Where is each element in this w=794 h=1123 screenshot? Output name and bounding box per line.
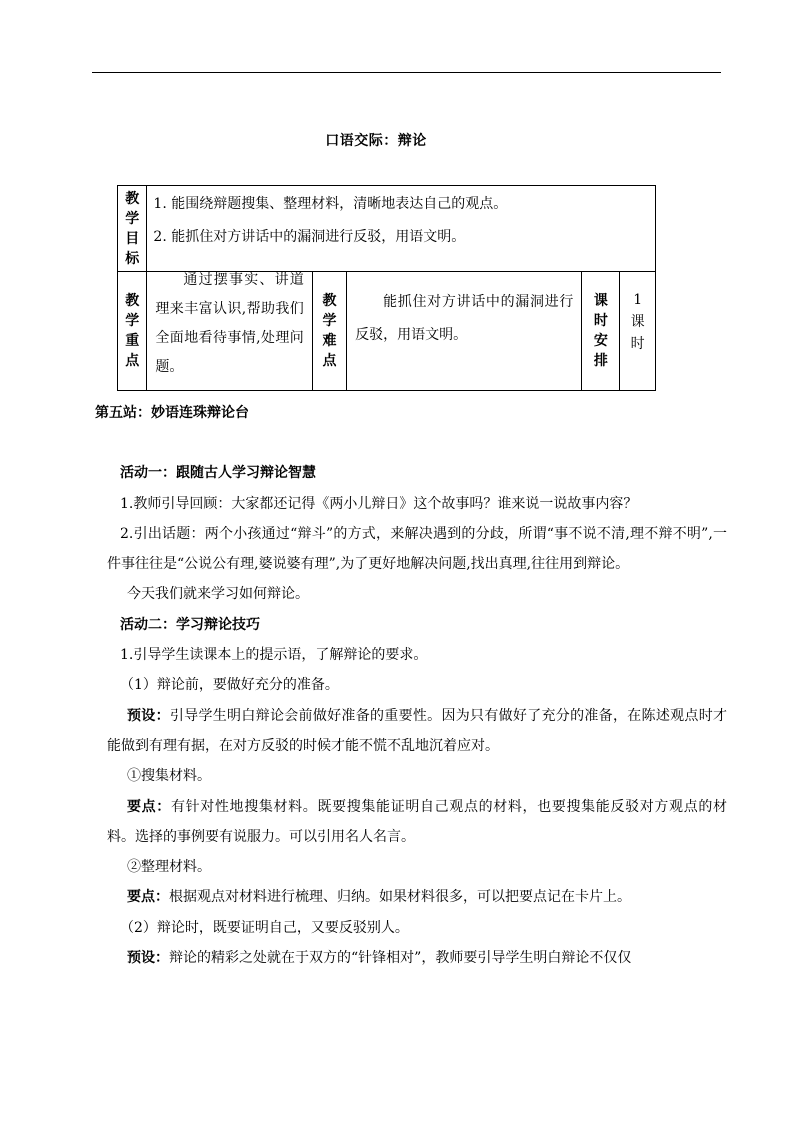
goals-label: 教 学 目 标 <box>118 186 147 272</box>
header-rule <box>92 72 721 73</box>
key-label: 要点： <box>127 798 171 815</box>
goals-content <box>147 186 656 272</box>
goals-row <box>118 186 656 272</box>
paragraph: 2.引出话题：两个小孩通过“辩斗”的方式，来解决遇到的分歧，所谓“事不说不清,理不辩不明”,一件事往往是“公说公有理,婆说婆有理”,为了更好地解决问题,找出真理,往往用到辩论。 <box>107 525 727 573</box>
activity-one-heading: 活动一：跟随古人学习辩论智慧 <box>120 465 316 482</box>
lesson-plan-table <box>117 185 656 391</box>
key-label: 要点： <box>127 889 169 906</box>
lesson-body <box>95 398 728 973</box>
goal-item: 1. 能围绕辩题搜集、整理材料，清晰地表达自己的观点。 <box>153 196 508 212</box>
document-title: 口语交际：辩论 <box>325 133 427 149</box>
schedule-label: 课 时 安 排 <box>582 272 620 391</box>
paragraph: ②整理材料。 <box>127 859 211 876</box>
paragraph: （2）辩论时，既要证明自己，又要反驳别人。 <box>120 919 409 936</box>
schedule-hours: 1 课 时 <box>620 272 656 391</box>
paragraph: 1.教师引导回顾：大家都还记得《两小儿辩日》这个故事吗？谁来说一说故事内容？ <box>120 495 638 512</box>
focus-row <box>118 272 656 391</box>
paragraph-key: 要点：根据观点对材料进行梳理、归纳。如果材料很多，可以把要点记在卡片上。 <box>127 889 631 906</box>
station-heading: 第五站：妙语连珠辩论台 <box>95 405 249 421</box>
activity-two-heading: 活动二：学习辩论技巧 <box>120 616 260 633</box>
goal-item: 2. 能抓住对方讲话中的漏洞进行反驳，用语文明。 <box>153 229 466 245</box>
difficulty-content: 能抓住对方讲话中的漏洞进行反驳，用语文明。 <box>347 272 582 391</box>
paragraph-key: 要点：有针对性地搜集材料。既要搜集能证明自己观点的材料，也要搜集能反驳对方观点的材料。选择的事例要有说服力。可以引用名人名言。 <box>107 798 728 845</box>
paragraph-preset: 预设：辩论的精彩之处就在于双方的“针锋相对”，教师要引导学生明白辩论不仅仅 <box>127 950 632 967</box>
paragraph: 1.引导学生读课本上的提示语，了解辩论的要求。 <box>120 647 428 664</box>
preset-label: 预设： <box>127 707 170 724</box>
focus-content: 通过摆事实、讲道理来丰富认识,帮助我们全面地看待事情,处理问题。 <box>147 272 312 391</box>
paragraph: 今天我们就来学习如何辩论。 <box>127 586 309 603</box>
paragraph: （1）辩论前，要做好充分的准备。 <box>120 677 339 694</box>
difficulty-label: 教 学 难 点 <box>312 272 346 391</box>
focus-label: 教 学 重 点 <box>118 272 147 391</box>
paragraph: ①搜集材料。 <box>127 768 211 785</box>
paragraph-preset: 预设：引导学生明白辩论会前做好准备的重要性。因为只有做好了充分的准备，在陈述观点时才能做到有理有据，在对方反驳的时候才能不慌不乱地沉着应对。 <box>107 707 728 754</box>
preset-label: 预设： <box>127 950 169 967</box>
